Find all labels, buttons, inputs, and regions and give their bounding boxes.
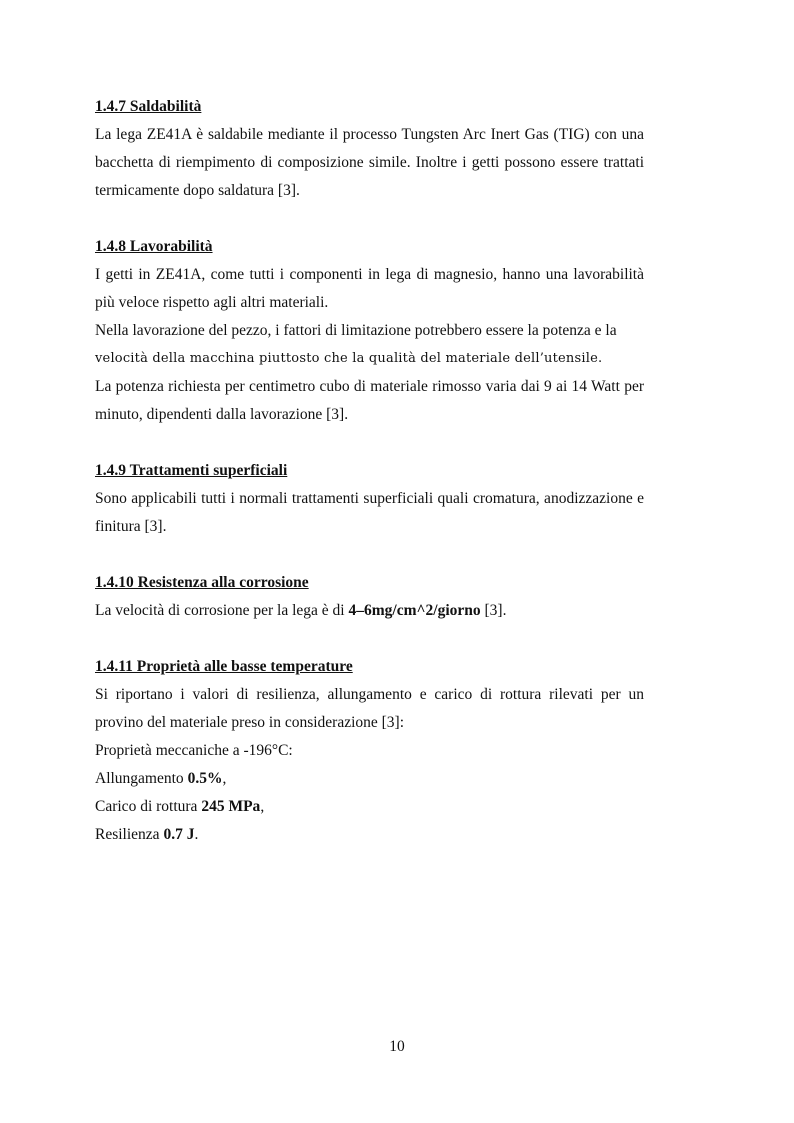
text-run: , bbox=[260, 798, 265, 815]
property-elongation bbox=[95, 765, 644, 793]
text-run: La velocità di corrosione per la lega è di bbox=[95, 602, 349, 619]
property-resilience bbox=[95, 821, 644, 849]
property-value: 245 MPa bbox=[201, 798, 261, 815]
paragraph: La potenza richiesta per centimetro cubo di materiale rimosso varia dai 9 ai 14 Watt per minuto, dipendenti dalla lavorazione [3]. bbox=[95, 378, 644, 423]
paragraph: La lega ZE41A è saldabile mediante il processo Tungsten Arc Inert Gas (TIG) con una bacchetta di riempimento di composizione simile. Inoltre i getti possono essere trattati termicamente dopo saldatura [3]. bbox=[95, 126, 644, 199]
section-basse-temperature bbox=[95, 653, 644, 849]
section-saldabilita bbox=[95, 93, 644, 205]
property-load bbox=[95, 793, 644, 821]
paragraph: Sono applicabili tutti i normali trattamenti superficiali quali cromatura, anodizzazione e finitura [3]. bbox=[95, 490, 644, 535]
paragraph: Si riportano i valori di resilienza, allungamento e carico di rottura rilevati per un provino del materiale preso in considerazione [3]: bbox=[95, 686, 644, 731]
corrosion-rate-value: 4–6mg/cm^2/giorno bbox=[348, 602, 481, 619]
page-number: 10 bbox=[389, 1038, 405, 1055]
property-label: Resilienza bbox=[95, 826, 164, 843]
property-label: Carico di rottura bbox=[95, 798, 202, 815]
paragraph-line: Nella lavorazione del pezzo, i fattori di limitazione potrebbero essere la potenza e la bbox=[95, 322, 617, 339]
text-run: , bbox=[222, 770, 227, 787]
property-label: Allungamento bbox=[95, 770, 188, 787]
section-corrosione bbox=[95, 569, 644, 625]
section-heading: 1.4.10 Resistenza alla corrosione bbox=[95, 574, 309, 591]
paragraph: I getti in ZE41A, come tutti i componenti in lega di magnesio, hanno una lavorabilità più veloce rispetto agli altri materiali. bbox=[95, 266, 644, 311]
page-body bbox=[95, 93, 644, 877]
paragraph-line: velocità della macchina piuttosto che la qualità del materiale dell’utensile. bbox=[95, 351, 603, 366]
section-lavorabilita bbox=[95, 233, 644, 429]
text-run: . bbox=[194, 826, 199, 843]
section-heading: 1.4.11 Proprietà alle basse temperature bbox=[95, 658, 353, 675]
paragraph bbox=[95, 597, 644, 625]
property-value: 0.5% bbox=[187, 770, 223, 787]
text-run: [3]. bbox=[480, 602, 507, 619]
properties-title: Proprietà meccaniche a -196°C: bbox=[95, 742, 293, 759]
section-heading: 1.4.9 Trattamenti superficiali bbox=[95, 462, 288, 479]
section-heading: 1.4.8 Lavorabilità bbox=[95, 238, 213, 255]
section-trattamenti bbox=[95, 457, 644, 541]
property-value: 0.7 J bbox=[163, 826, 195, 843]
paragraph bbox=[95, 317, 644, 373]
section-heading: 1.4.7 Saldabilità bbox=[95, 98, 202, 115]
